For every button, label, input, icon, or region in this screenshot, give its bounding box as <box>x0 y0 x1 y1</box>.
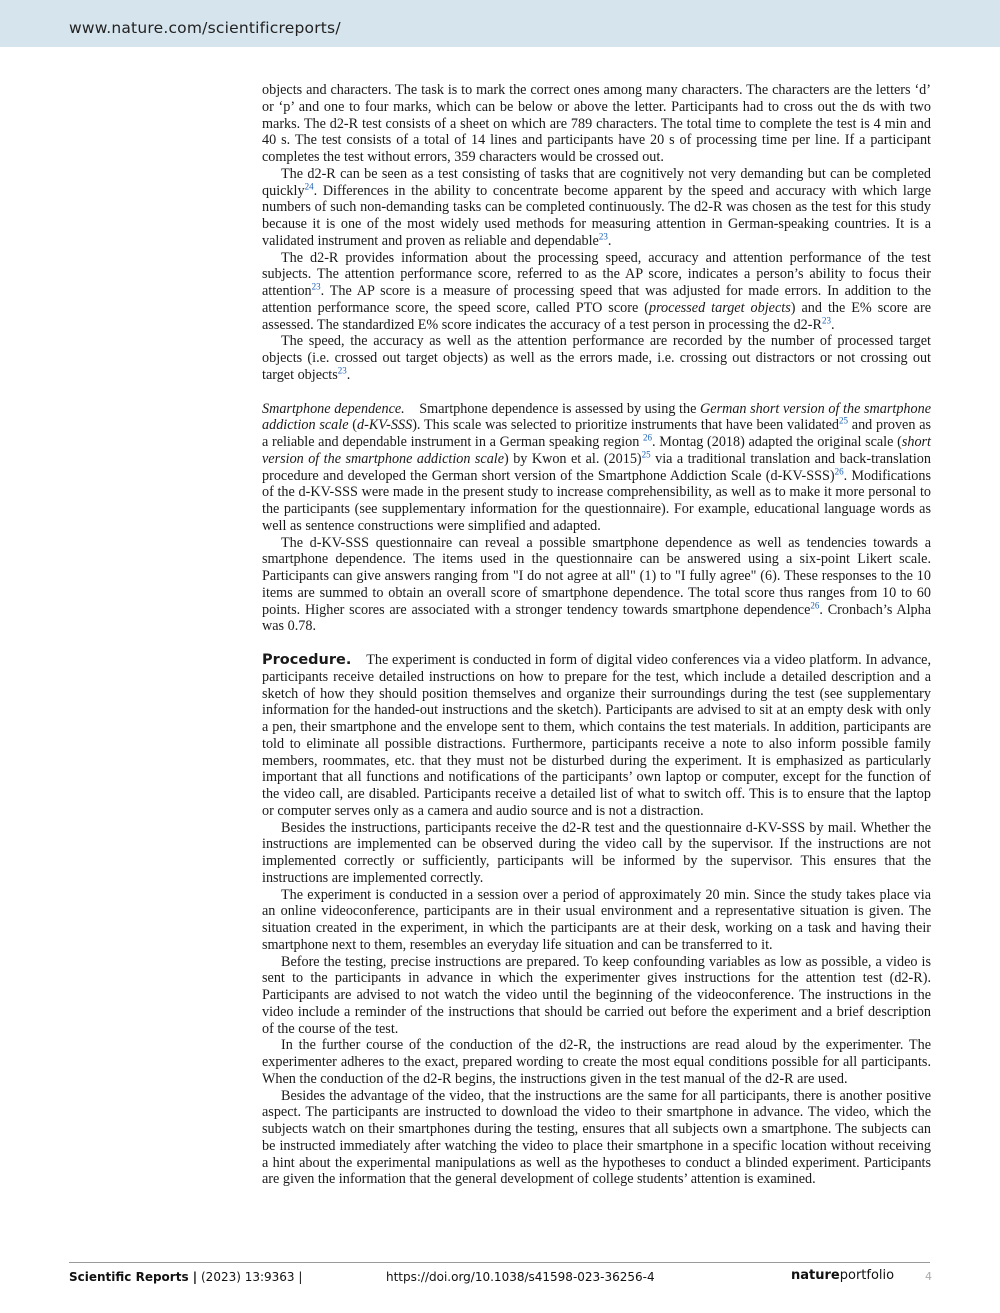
section-heading-procedure: Procedure. <box>262 652 352 668</box>
procedure-paragraph-6: Besides the advantage of the video, that the instructions are the same for all participants, there is another positive aspect. The participants are instructed to download the video to their smartphone in advance. The video, which the subjects watch on their smartphones during the testing, ensures that all subjects own a smartphone. The subjects can be instructed immediately after watching the video to place their smartphone in a specific location without receiving a hint about the experimental manipulations as well as the hypotheses to conduct a blinded experiment. Participants are given the information that the general development of college students’ attention is examined. <box>262 1087 931 1188</box>
procedure-paragraph-4: Before the testing, precise instructions are prepared. To keep confounding variables as low as possible, a video is sent to the participants in advance in which the experimenter gives instructions for the attention test (d2-R). Participants are advised to not watch the video until the beginning of the videoconference. The instructions in the video include a reminder of the instructions that should be carried out before the experiment and a brief description of the course of the test. <box>262 953 931 1037</box>
reference-link[interactable]: 23 <box>821 314 831 325</box>
footer-journal-name: Scientific Reports | <box>69 1270 198 1284</box>
reference-link[interactable]: 26 <box>810 599 820 610</box>
subsection-heading-smartphone: Smartphone dependence. <box>262 400 405 417</box>
footer-doi-link[interactable]: https://doi.org/10.1038/s41598-023-36256-4 <box>386 1270 655 1284</box>
d2r-paragraph-1: objects and characters. The task is to mark the correct ones among many characters. The characters are the letters ‘d’ or ‘p’ and one to four marks, which can be below or above the letter. Participants had to cross out the ds with two marks. The d2-R test consists of a sheet on which are 789 characters. The total time to complete the test is 4 min and 40 s. The test consists of a total of 14 lines and participants have 20 s of processing time per line. If a participant completes the test without errors, 359 characters would be crossed out. <box>262 82 931 165</box>
journal-url[interactable]: www.nature.com/scientificreports/ <box>69 19 341 37</box>
nature-portfolio-logo: natureportfolio <box>791 1268 895 1283</box>
d2r-paragraph-3: The d2-R provides information about the processing speed, accuracy and attention performance of the test subjects. The attention performance score, referred to as the AP score, indicates a person’s ability to focus their attention$^{23}$. The AP score is a measure of processing speed that was adjusted for made errors. In addition to the attention performance score, the speed score, called PTO score (processed target objects) and the E% score are assessed. The standardized E% score indicates the accuracy of a test person in processing the $d2-R^{23}$. <box>262 249 931 333</box>
smartphone-paragraph-2: The d-KV-SSS questionnaire can reveal a possible smartphone dependence as well as tendencies towards a smartphone dependence. The items used in the questionnaire can be answered using a six-point Likert scale. Participants can give answers ranging from "I do not agree at all" (1) to "I fully agree" (6). These responses to the 10 items are summed to obtain an overall score of smartphone dependence. The total score thus ranges from 10 to 60 points. Higher scores are associated with a stronger tendency towards smartphone dependence$^{26}$. Cronbach’s Alpha was 0.78. <box>262 534 931 635</box>
d2r-paragraph-4: The speed, the accuracy as well as the attention performance are recorded by the number of processed target objects (i.e. crossed out target objects) as well as the errors made, i.e. crossing out distractors or not crossing out target objects$^{23}$. <box>262 333 931 383</box>
d2r-paragraph-2: The d2-R can be seen as a test consisting of tasks that are cognitively not very demanding but can be completed quickly$^{24}$. Differences in the ability to concentrate become apparent by the speed and accuracy with which large numbers of such non-demanding tasks can be completed continuously. The d2-R was chosen as the test for this study because it is one of the most widely used methods for measuring attention in German-speaking countries. It is a validated instrument and proven as reliable and dependable$^{23}$. <box>262 165 931 249</box>
procedure-paragraph-1: Procedure. The experiment is conducted in form of digital video conferences via a video platform. In advance, participants receive detailed instructions on how to prepare for the test, which include a detailed description and a sketch of how they should position themselves and organize their surroundings during the test (see supplementary information for the handed-out instructions and the sketch). Participants are advised to sit at an empty desk with only a pen, their smartphone and the envelope sent to them, which contains the test materials. In addition, participants are told to eliminate all possible distractions. Furthermore, participants receive a note to also inform possible family members, roommates, etc. that they must not be disturbed during the experiment. It is emphasized as particularly important that all functions and notifications of the participants’ own laptop or computer, except for the function of the video call, are disabled. Participants receive a detailed list of what to switch off. This is to ensure that the laptop or computer serves only as a camera and audio source and is not a distraction. <box>262 652 931 819</box>
page-number: 4 <box>925 1270 932 1283</box>
article-body <box>262 82 931 1188</box>
reference-link[interactable]: 23 <box>337 365 347 376</box>
procedure-paragraph-2: Besides the instructions, participants receive the d2-R test and the questionnaire d-KV-SSS by mail. Whether the instructions are implemented can be observed during the video call by the supervisor. If the instructions are not implemented correctly or sufficiently, participants will be informed by the supervisor. This ensures that the instructions are implemented correctly. <box>262 819 931 886</box>
procedure-paragraph-3: The experiment is conducted in a session over a period of approximately 20 min. Since the study takes place via an online videoconference, participants are in their usual environment and a representative situation is given. The situation created in the experiment, in which the participants are at their desk, working on a task and having their smartphone next to them, resembles an everyday life situation and can be transferred to it. <box>262 886 931 953</box>
smartphone-paragraph-1: Smartphone dependence. Smartphone dependence is assessed by using the German short version of the smartphone addiction scale (d-KV-SSS). This scale was selected to prioritize instruments that have been validated$^{25}$ and proven as a reliable and dependable instrument in a German speaking region $^{26}$. Montag (2018) adapted the original scale (short version of the smartphone addiction scale) by Kwon et al. $(2015)^{25}$ via a traditional translation and back-translation procedure and developed the German short version of the Smartphone Addiction Scale $(d-KV-SSS)^{26}$. Modifications of the d-KV-SSS were made in the present study to increase comprehensibility, as well as to make it more personal to the participants (see supplementary information for the questionnaire). For example, educational language words as well as sentence constructions were simplified and adapted. <box>262 400 932 534</box>
footer-volume: (2023) 13:9363 | <box>201 1270 303 1284</box>
reference-link[interactable]: 23 <box>311 281 321 292</box>
procedure-paragraph-5: In the further course of the conduction of the d2-R, the instructions are read aloud by the experimenter. The experimenter adheres to the exact, prepared wording to create the most equal conditions possible for all participants. When the conduction of the d2-R begins, the instructions given in the test manual of the d2-R are used. <box>262 1037 931 1087</box>
footer-divider <box>69 1262 930 1263</box>
reference-link[interactable]: 24 <box>304 180 314 191</box>
reference-link[interactable]: 25 <box>641 449 651 460</box>
reference-link[interactable]: 25 <box>839 415 849 426</box>
reference-link[interactable]: 26 <box>834 465 844 476</box>
reference-link[interactable]: 26 <box>642 432 652 443</box>
reference-link[interactable]: 23 <box>598 231 608 242</box>
